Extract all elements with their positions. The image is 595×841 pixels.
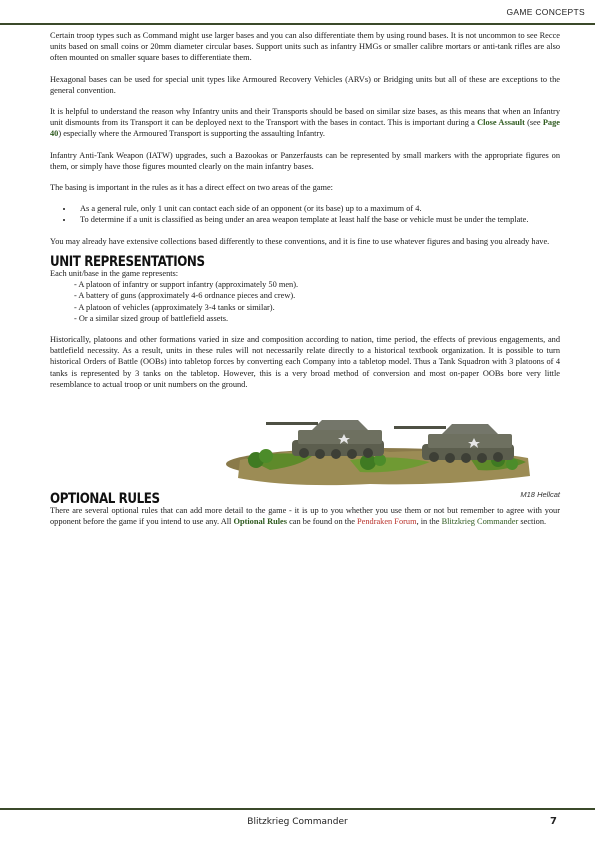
text-segment: It is helpful to understand the reason why Infantry units and their Transports should be based on similar size bases, as this means that when an Infantry unit dismounts from its Transport it can be deployed next to the Transport with the bases in contact. This is important during a bbox=[50, 107, 560, 128]
paragraph-hexagonal: Hexagonal bases can be used for special unit types like Armoured Recovery Vehicles (ARVs) or Bridging units but all of these are exceptions to the general convention. bbox=[50, 74, 560, 95]
main-content bbox=[50, 30, 560, 538]
basing-bullet-list bbox=[50, 203, 560, 225]
text-segment: can be found on the bbox=[287, 517, 357, 527]
header-rule bbox=[0, 23, 595, 25]
unit-representations-heading: UNIT REPRESENTATIONS bbox=[50, 253, 205, 270]
header-title: GAME CONCEPTS bbox=[506, 7, 585, 17]
text-segment: , in the bbox=[416, 517, 442, 527]
page-40-link[interactable]: Page 40 bbox=[50, 118, 560, 139]
paragraph-historical: Historically, platoons and other formations varied in size and composition according to nation, time period, the effects of previous engagements, and battlefield necessity. As a result, units in these rules will not necessarily relate directly to a historical textbook organization. It is possible to turn historical Orders of Battle (OOBs) into tabletop forces by converting each Company into a tabletop model. Thus a Tank Squadron with 3 platoons of 4 tanks is represented by 3 tanks on the tabletop. However, this is a very broad method of conversion and most on-paper OOBs bore very little resemblance to actual troop or unit numbers on the ground. bbox=[50, 335, 560, 389]
unit-rep-intro: Each unit/base in the game represents: bbox=[50, 269, 179, 279]
list-item: • As a general rule, only 1 unit can contact each side of an opponent (or its base) up to a maximum of 4. bbox=[74, 203, 560, 214]
tank-miniatures-photo bbox=[50, 400, 560, 499]
list-item: - Or a similar sized group of battlefield assets. bbox=[74, 313, 229, 323]
text-segment: (see bbox=[524, 118, 543, 128]
unit-rep-list bbox=[50, 279, 560, 324]
footer-rule bbox=[0, 808, 595, 810]
paragraph-optional-rules bbox=[50, 505, 560, 527]
text-segment: ) especially where the Armoured Transport is supporting the assaulting Infantry. bbox=[58, 129, 325, 139]
paragraph-transports bbox=[50, 106, 560, 140]
list-item: - A platoon of infantry or support infantry (approximately 50 men). bbox=[74, 280, 299, 290]
paragraph-collections: You may already have extensive collections based differently to these conventions, and it is fine to use whatever figures and basing you already have. bbox=[50, 236, 550, 246]
optional-rules-heading: OPTIONAL RULES bbox=[50, 491, 160, 508]
paragraph-basing: The basing is important in the rules as it has a direct effect on two areas of the game: bbox=[50, 183, 333, 193]
footer-title: Blitzkrieg Commander bbox=[247, 817, 348, 827]
page-number: 7 bbox=[550, 816, 557, 827]
m18-hellcat-illustration bbox=[50, 400, 560, 492]
blitzkrieg-commander-link[interactable]: Blitzkrieg Commander bbox=[441, 517, 519, 527]
list-item: • To determine if a unit is classified as being under an area weapon template at least half the base or vehicle must be under the template. bbox=[74, 214, 560, 225]
text-segment: section. bbox=[518, 517, 547, 527]
text-segment: There are several optional rules that can add more detail to the game - it is up to you whether you use them or not but remember to agree with your opponent before the game if you intend to use any. All bbox=[50, 506, 560, 527]
list-item: - A platoon of vehicles (approximately 3-4 tanks or similar). bbox=[74, 302, 275, 312]
paragraph-iatw: Infantry Anti-Tank Weapon (IATW) upgrades, such a Bazookas or Panzerfausts can be represented by small markers with the appropriate figures on them, or simply have those figures mounted clearly on the main infantry bases. bbox=[50, 150, 560, 171]
list-item: - A battery of guns (approximately 4-6 ordnance pieces and crew). bbox=[74, 291, 296, 301]
close-assault-link[interactable]: Close Assault bbox=[477, 118, 525, 128]
optional-rules-link[interactable]: Optional Rules bbox=[233, 517, 288, 527]
pendraken-forum-link[interactable]: Pendraken Forum bbox=[357, 517, 417, 527]
photo-caption: M18 Hellcat bbox=[520, 489, 560, 499]
paragraph-bases: Certain troop types such as Command might use larger bases and you can also differentiate them by using round bases. It is not uncommon to see Recce units based on small coins or 20mm diameter circular bases. Support units such as infantry HMGs or smaller calibre mortars or anti-tank rifles are also often mounted on smaller square bases to differentiate them. bbox=[50, 31, 560, 63]
